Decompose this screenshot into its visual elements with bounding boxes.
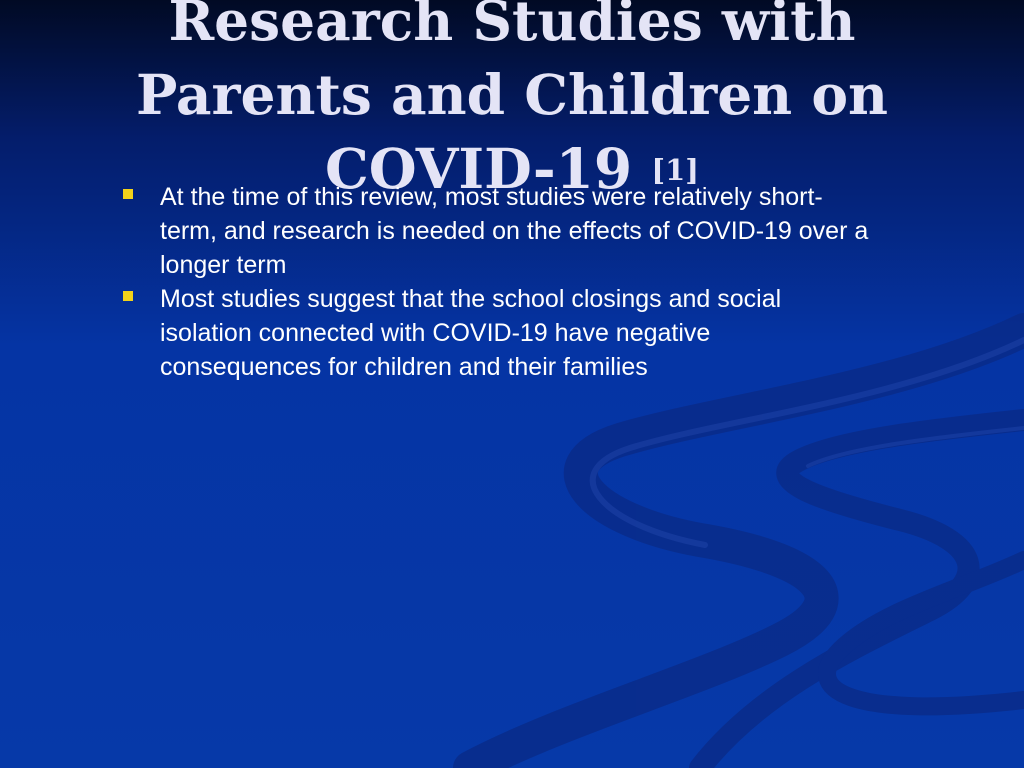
yellow-square-bullet-icon — [123, 189, 133, 199]
slide-title — [0, 0, 1024, 207]
slide-title-line-1: Research Studies with — [168, 0, 856, 53]
bullet-item-text: At the time of this review, most studies were relatively short-term, and research is needed on the effects of COVID-19 over a longer term — [160, 183, 869, 279]
bullet-item — [118, 282, 878, 384]
bullet-item-text: Most studies suggest that the school closings and social isolation connected with COVID-19 have negative consequences for children and their families — [160, 285, 782, 381]
bullet-list — [118, 180, 878, 384]
slide-title-line-2: Parents and Children on — [135, 62, 888, 127]
yellow-square-bullet-icon — [123, 291, 133, 301]
bullet-item — [118, 180, 878, 282]
slide-title-line-3-text: COVID-19 — [325, 136, 633, 201]
title-reference-marker: [1] — [651, 153, 699, 187]
